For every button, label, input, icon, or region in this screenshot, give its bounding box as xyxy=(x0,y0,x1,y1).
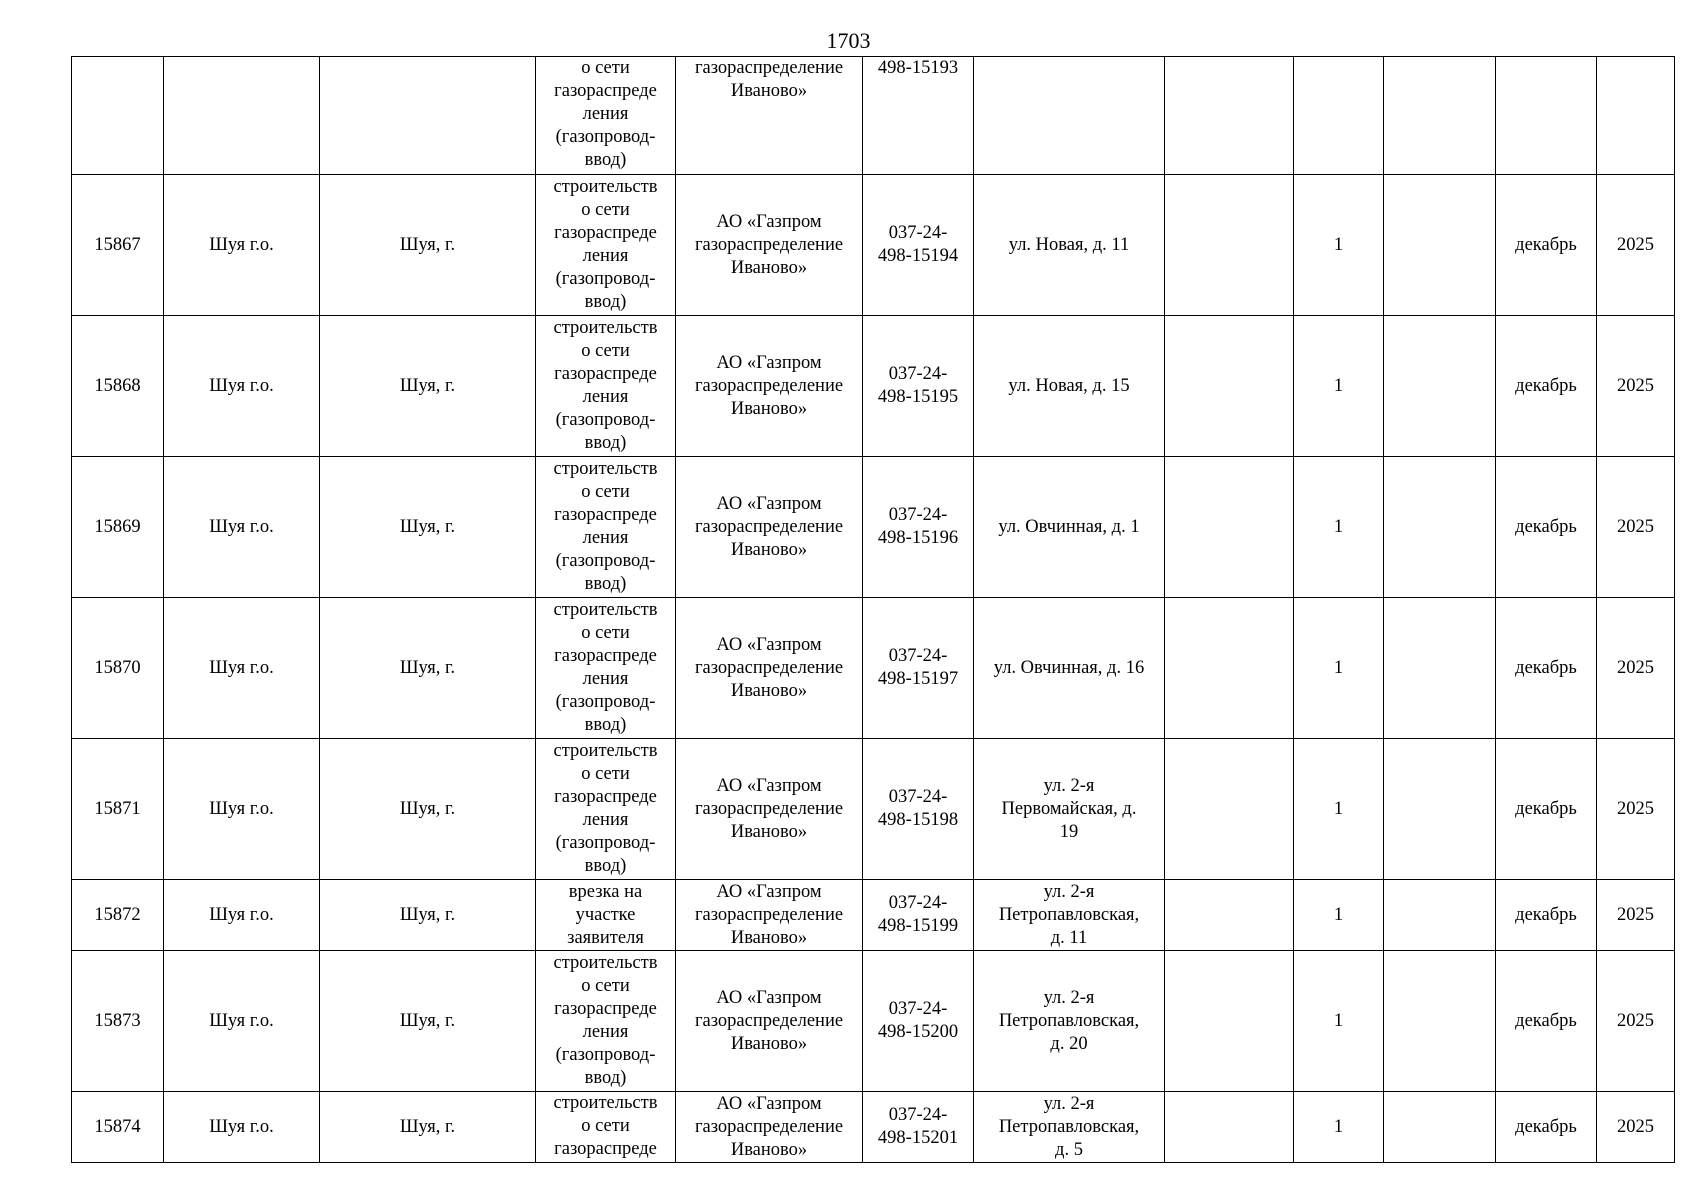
cell-year: 2025 xyxy=(1597,880,1675,951)
cell-empty xyxy=(1165,57,1294,175)
cell-municipality: Шуя г.о. xyxy=(164,739,320,880)
cell-application-number: 037-24- 498-15194 xyxy=(863,175,974,316)
cell-number: 15873 xyxy=(72,951,164,1092)
cell-number: 15874 xyxy=(72,1092,164,1163)
cell-municipality: Шуя г.о. xyxy=(164,316,320,457)
cell-organization: АО «Газпром газораспределение Иваново» xyxy=(676,457,863,598)
cell-work-type: о сети газораспреде ления (газопровод- ввод) xyxy=(536,57,676,175)
cell-address: ул. 2-я Петропавловская, д. 11 xyxy=(974,880,1165,951)
cell-month: декабрь xyxy=(1496,457,1597,598)
cell-organization: АО «Газпром газораспределение Иваново» xyxy=(676,598,863,739)
cell-work-type: строительств о сети газораспреде ления (газопровод- ввод) xyxy=(536,316,676,457)
cell-settlement: Шуя, г. xyxy=(320,457,536,598)
cell-municipality: Шуя г.о. xyxy=(164,1092,320,1163)
table-row xyxy=(72,457,1675,598)
cell-number: 15872 xyxy=(72,880,164,951)
cell-organization: газораспределение Иваново» xyxy=(676,57,863,175)
cell-empty-2 xyxy=(1384,880,1496,951)
cell-number: 15869 xyxy=(72,457,164,598)
table-row xyxy=(72,598,1675,739)
cell-address: ул. Новая, д. 11 xyxy=(974,175,1165,316)
cell-organization: АО «Газпром газораспределение Иваново» xyxy=(676,316,863,457)
cell-number: 15871 xyxy=(72,739,164,880)
cell-settlement: Шуя, г. xyxy=(320,739,536,880)
cell-work-type: строительств о сети газораспреде ления (газопровод- ввод) xyxy=(536,457,676,598)
cell-organization: АО «Газпром газораспределение Иваново» xyxy=(676,175,863,316)
cell-application-number: 037-24- 498-15197 xyxy=(863,598,974,739)
table-row xyxy=(72,316,1675,457)
cell-address: ул. 2-я Петропавловская, д. 20 xyxy=(974,951,1165,1092)
cell-empty-2 xyxy=(1384,739,1496,880)
cell-empty-2 xyxy=(1384,598,1496,739)
cell-year: 2025 xyxy=(1597,739,1675,880)
cell-quantity: 1 xyxy=(1294,316,1384,457)
cell-application-number: 037-24- 498-15199 xyxy=(863,880,974,951)
table-row xyxy=(72,739,1675,880)
cell-year: 2025 xyxy=(1597,316,1675,457)
cell-application-number: 037-24- 498-15198 xyxy=(863,739,974,880)
cell-municipality xyxy=(164,57,320,175)
cell-address: ул. Овчинная, д. 16 xyxy=(974,598,1165,739)
cell-quantity: 1 xyxy=(1294,457,1384,598)
registry-table xyxy=(71,56,1675,1163)
cell-quantity xyxy=(1294,57,1384,175)
cell-work-type: строительств о сети газораспреде ления (газопровод- ввод) xyxy=(536,739,676,880)
cell-month: декабрь xyxy=(1496,880,1597,951)
cell-number: 15867 xyxy=(72,175,164,316)
cell-quantity: 1 xyxy=(1294,175,1384,316)
cell-month xyxy=(1496,57,1597,175)
cell-organization: АО «Газпром газораспределение Иваново» xyxy=(676,880,863,951)
cell-municipality: Шуя г.о. xyxy=(164,880,320,951)
cell-month: декабрь xyxy=(1496,175,1597,316)
cell-municipality: Шуя г.о. xyxy=(164,951,320,1092)
cell-settlement: Шуя, г. xyxy=(320,951,536,1092)
cell-address: ул. Новая, д. 15 xyxy=(974,316,1165,457)
cell-month: декабрь xyxy=(1496,1092,1597,1163)
cell-empty-2 xyxy=(1384,57,1496,175)
cell-organization: АО «Газпром газораспределение Иваново» xyxy=(676,739,863,880)
cell-settlement: Шуя, г. xyxy=(320,880,536,951)
cell-address: ул. Овчинная, д. 1 xyxy=(974,457,1165,598)
cell-year xyxy=(1597,57,1675,175)
cell-municipality: Шуя г.о. xyxy=(164,457,320,598)
cell-application-number: 037-24- 498-15200 xyxy=(863,951,974,1092)
cell-work-type: строительств о сети газораспреде ления (газопровод- ввод) xyxy=(536,951,676,1092)
cell-empty-2 xyxy=(1384,316,1496,457)
table-row xyxy=(72,175,1675,316)
cell-year: 2025 xyxy=(1597,175,1675,316)
cell-address xyxy=(974,57,1165,175)
cell-month: декабрь xyxy=(1496,316,1597,457)
cell-application-number: 037-24- 498-15195 xyxy=(863,316,974,457)
cell-empty-2 xyxy=(1384,175,1496,316)
cell-application-number: 498-15193 xyxy=(863,57,974,175)
cell-empty-2 xyxy=(1384,951,1496,1092)
cell-work-type: строительств о сети газораспреде ления (газопровод- ввод) xyxy=(536,175,676,316)
cell-settlement: Шуя, г. xyxy=(320,175,536,316)
cell-quantity: 1 xyxy=(1294,598,1384,739)
cell-work-type: строительств о сети газораспреде xyxy=(536,1092,676,1163)
cell-quantity: 1 xyxy=(1294,880,1384,951)
cell-empty xyxy=(1165,598,1294,739)
table-row xyxy=(72,951,1675,1092)
cell-organization: АО «Газпром газораспределение Иваново» xyxy=(676,1092,863,1163)
cell-month: декабрь xyxy=(1496,739,1597,880)
table-row-continuation xyxy=(72,57,1675,175)
cell-municipality: Шуя г.о. xyxy=(164,598,320,739)
table-row xyxy=(72,1092,1675,1163)
cell-settlement: Шуя, г. xyxy=(320,316,536,457)
cell-empty xyxy=(1165,1092,1294,1163)
cell-empty xyxy=(1165,457,1294,598)
cell-empty xyxy=(1165,316,1294,457)
cell-application-number: 037-24- 498-15196 xyxy=(863,457,974,598)
cell-settlement xyxy=(320,57,536,175)
cell-empty-2 xyxy=(1384,457,1496,598)
cell-empty xyxy=(1165,951,1294,1092)
cell-empty xyxy=(1165,739,1294,880)
cell-number: 15868 xyxy=(72,316,164,457)
cell-organization: АО «Газпром газораспределение Иваново» xyxy=(676,951,863,1092)
cell-quantity: 1 xyxy=(1294,739,1384,880)
cell-quantity: 1 xyxy=(1294,1092,1384,1163)
cell-settlement: Шуя, г. xyxy=(320,1092,536,1163)
cell-month: декабрь xyxy=(1496,598,1597,739)
cell-work-type: строительств о сети газораспреде ления (газопровод- ввод) xyxy=(536,598,676,739)
cell-address: ул. 2-я Первомайская, д. 19 xyxy=(974,739,1165,880)
cell-month: декабрь xyxy=(1496,951,1597,1092)
cell-application-number: 037-24- 498-15201 xyxy=(863,1092,974,1163)
page-number: 1703 xyxy=(826,28,871,53)
cell-year: 2025 xyxy=(1597,1092,1675,1163)
cell-municipality: Шуя г.о. xyxy=(164,175,320,316)
cell-number xyxy=(72,57,164,175)
cell-quantity: 1 xyxy=(1294,951,1384,1092)
cell-year: 2025 xyxy=(1597,598,1675,739)
cell-address: ул. 2-я Петропавловская, д. 5 xyxy=(974,1092,1165,1163)
cell-work-type: врезка на участке заявителя xyxy=(536,880,676,951)
table-body xyxy=(72,57,1675,1163)
cell-empty-2 xyxy=(1384,1092,1496,1163)
cell-empty xyxy=(1165,880,1294,951)
cell-year: 2025 xyxy=(1597,951,1675,1092)
table-row xyxy=(72,880,1675,951)
cell-empty xyxy=(1165,175,1294,316)
cell-year: 2025 xyxy=(1597,457,1675,598)
cell-number: 15870 xyxy=(72,598,164,739)
cell-settlement: Шуя, г. xyxy=(320,598,536,739)
